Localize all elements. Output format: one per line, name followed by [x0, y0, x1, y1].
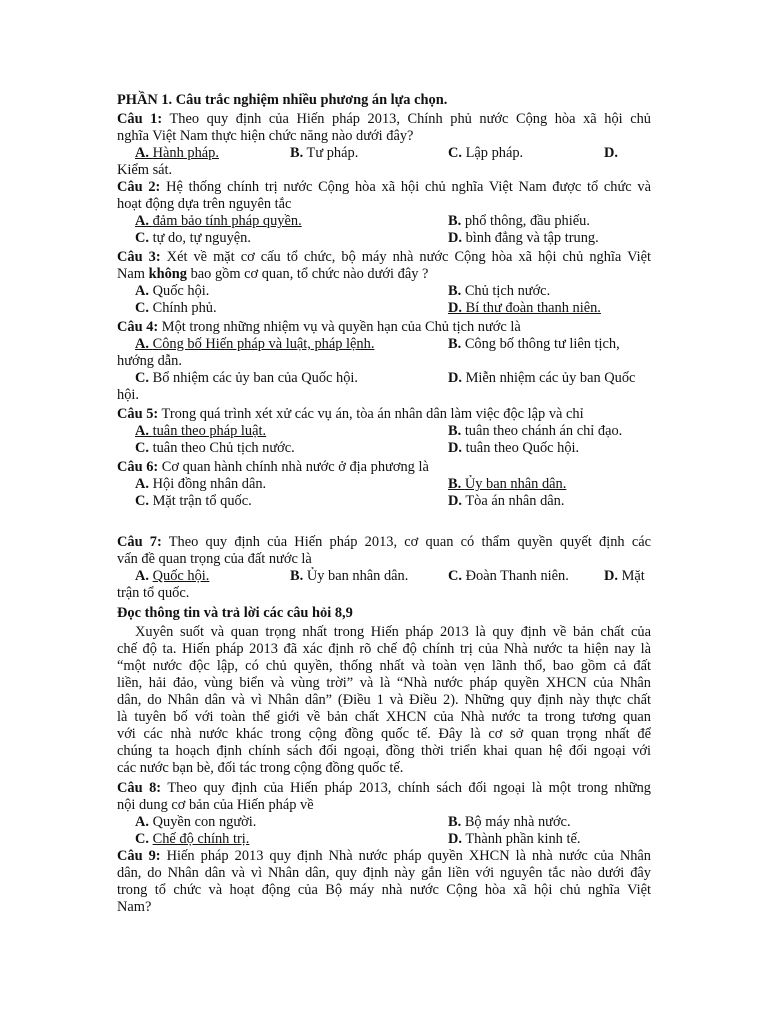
reading-heading: Đọc thông tin và trả lời các câu hỏi 8,9 [117, 605, 353, 621]
option-a[interactable]: A. Quyền con người. [135, 814, 257, 830]
question-8 [117, 780, 651, 848]
question-7 [117, 534, 651, 602]
option-b[interactable]: B. Chủ tịch nước. [448, 283, 551, 299]
option-b-wrap: hướng dẫn. [117, 353, 182, 369]
question-label: Câu 1: [117, 111, 163, 127]
option-d[interactable]: D. Bí thư đoàn thanh niên. [448, 300, 601, 316]
question-label: Câu 4: [117, 319, 159, 335]
question-label: Câu 3: [117, 249, 161, 265]
question-label: Câu 7: [117, 534, 162, 550]
emphasis-word: không [148, 266, 187, 282]
question-2 [117, 179, 651, 247]
section-heading: PHẦN 1. Câu trắc nghiệm nhiều phương án lựa chọn. [117, 92, 448, 108]
option-c[interactable]: C. tuân theo Chủ tịch nước. [135, 440, 295, 456]
option-a[interactable]: A. Công bố Hiến pháp và luật, pháp lệnh. [135, 336, 375, 352]
question-5 [117, 406, 651, 457]
spacer [117, 510, 651, 534]
question-text: Theo quy định của Hiến pháp 2013, Chính phủ nước Cộng hòa xã hội chủ [169, 111, 651, 127]
question-label: Câu 9: [117, 848, 161, 864]
question-text: Theo quy định của Hiến pháp 2013, cơ quan có thẩm quyền quyết định các [168, 534, 651, 550]
option-a[interactable]: A. đảm bảo tính pháp quyền. [135, 213, 302, 229]
option-d[interactable]: D. bình đẳng và tập trung. [448, 230, 599, 246]
option-d[interactable]: D. tuân theo Quốc hội. [448, 440, 580, 456]
option-a[interactable]: A. Hành pháp. [135, 145, 219, 161]
option-d-wrap: hội. [117, 387, 139, 403]
option-c[interactable]: C. Lập pháp. [448, 145, 524, 161]
option-b[interactable]: B. Công bố thông tư liên tịch, [448, 336, 620, 352]
question-9 [117, 848, 651, 916]
option-c[interactable]: C. Đoàn Thanh niên. [448, 568, 569, 584]
question-text: nội dung cơ bản của Hiến pháp về [117, 797, 314, 813]
option-c[interactable]: C. Bổ nhiệm các ủy ban của Quốc hội. [135, 370, 359, 386]
option-d[interactable]: D. Thành phần kinh tế. [448, 831, 581, 847]
option-c[interactable]: C. Chế độ chính trị. [135, 831, 250, 847]
question-text: nghĩa Việt Nam thực hiện chức năng nào dưới đây? [117, 128, 414, 144]
option-d[interactable]: D. Mặt [604, 568, 645, 584]
option-d-text: Kiểm sát. [117, 162, 173, 178]
question-text: Cơ quan hành chính nhà nước ở địa phương là [161, 459, 429, 475]
question-text: trong tổ chức và hoạt động của Bộ máy nhà nước Cộng hòa xã hội chủ nghĩa Việt [117, 882, 651, 898]
option-d[interactable]: D. [604, 145, 618, 161]
question-text: Theo quy định của Hiến pháp 2013, chính sách đối ngoại là một trong những [167, 780, 651, 796]
option-b[interactable]: B. Tư pháp. [290, 145, 359, 161]
question-text: Trong quá trình xét xử các vụ án, tòa án nhân dân làm việc độc lập và chỉ [161, 406, 584, 422]
document-body [117, 92, 651, 916]
option-d[interactable]: D. Miễn nhiệm các ủy ban Quốc [448, 370, 636, 386]
option-b[interactable]: B. Ủy ban nhân dân. [448, 476, 567, 492]
option-b[interactable]: B. Bộ máy nhà nước. [448, 814, 571, 830]
question-label: Câu 2: [117, 179, 161, 195]
option-a[interactable]: A. Hội đồng nhân dân. [135, 476, 267, 492]
question-text: Hệ thống chính trị nước Cộng hòa xã hội chủ nghĩa Việt Nam được tổ chức và [166, 179, 652, 195]
question-3: Câu 3: Xét về mặt cơ cấu tổ chức, bộ máy nhà nước Cộng hòa xã hội chủ nghĩa Việt Nam không bao gồm cơ quan, tổ chức nào dưới đây ? A. Quốc hội. B. Chủ tịch nước. C. Chính phủ. D. Bí thư đoàn thanh niên. [117, 249, 651, 316]
question-label: Câu 5: [117, 406, 159, 422]
question-label: Câu 8: [117, 780, 162, 796]
option-c[interactable]: C. Chính phủ. [135, 300, 217, 316]
option-a[interactable]: A. tuân theo pháp luật. [135, 423, 267, 439]
option-b[interactable]: B. phổ thông, đầu phiếu. [448, 213, 590, 229]
question-text: vấn đề quan trọng của đất nước là [117, 551, 312, 567]
option-a[interactable]: A. Quốc hội. [135, 568, 210, 584]
question-text: Một trong những nhiệm vụ và quyền hạn của Chủ tịch nước là [161, 319, 521, 335]
option-c[interactable]: C. Mặt trận tổ quốc. [135, 493, 252, 509]
question-text: Nam? [117, 899, 152, 915]
question-text: Xét về mặt cơ cấu tổ chức, bộ máy nhà nước Cộng hòa xã hội chủ nghĩa Việt [166, 249, 651, 265]
question-6 [117, 459, 651, 510]
option-b[interactable]: B. Ủy ban nhân dân. [290, 568, 409, 584]
question-4 [117, 319, 651, 404]
question-text: hoạt động dựa trên nguyên tắc [117, 196, 292, 212]
option-c[interactable]: C. tự do, tự nguyện. [135, 230, 251, 246]
reading-passage: Xuyên suốt và quan trọng nhất trong Hiến pháp 2013 là quy định về bản chất của chế độ ta. Hiến pháp 2013 đã xác định rõ chế độ chính trị của Nhà nước ta hiện nay là “một nước độc lập, có chủ quyền, thống nhất và toàn vẹn lãnh thổ, bao gồm cả đất liền, hải đảo, vùng biển và vùng trời” và là “Nhà nước pháp quyền XHCN của Nhân dân, do Nhân dân và vì Nhân dân” (Điều 1 và Điều 2). Những quy định này thực chất là tuyên bố với toàn thể giới về bản chất XHCN của Nhà nước ta trong tương quan với các nhà nước khác trong cộng đồng quốc tế. Đây là cơ sở quan trọng nhất để chúng ta hoạch định chính sách đối ngoại, đồng thời triển khai quan hệ đối ngoại với các nước bạn bè, đối tác trong cộng đồng quốc tế. [117, 624, 651, 776]
option-d-wrap: trận tổ quốc. [117, 585, 190, 601]
question-text: Hiến pháp 2013 quy định Nhà nước pháp quyền XHCN là nhà nước của Nhân [166, 848, 651, 864]
question-label: Câu 6: [117, 459, 159, 475]
question-text: dân, do Nhân dân và vì Nhân dân, quy định này gắn liền với nguyên tắc nào dưới đây [117, 865, 651, 881]
option-d[interactable]: D. Tòa án nhân dân. [448, 493, 565, 509]
option-b[interactable]: B. tuân theo chánh án chỉ đạo. [448, 423, 623, 439]
question-1 [117, 111, 651, 179]
option-a[interactable]: A. Quốc hội. [135, 283, 210, 299]
